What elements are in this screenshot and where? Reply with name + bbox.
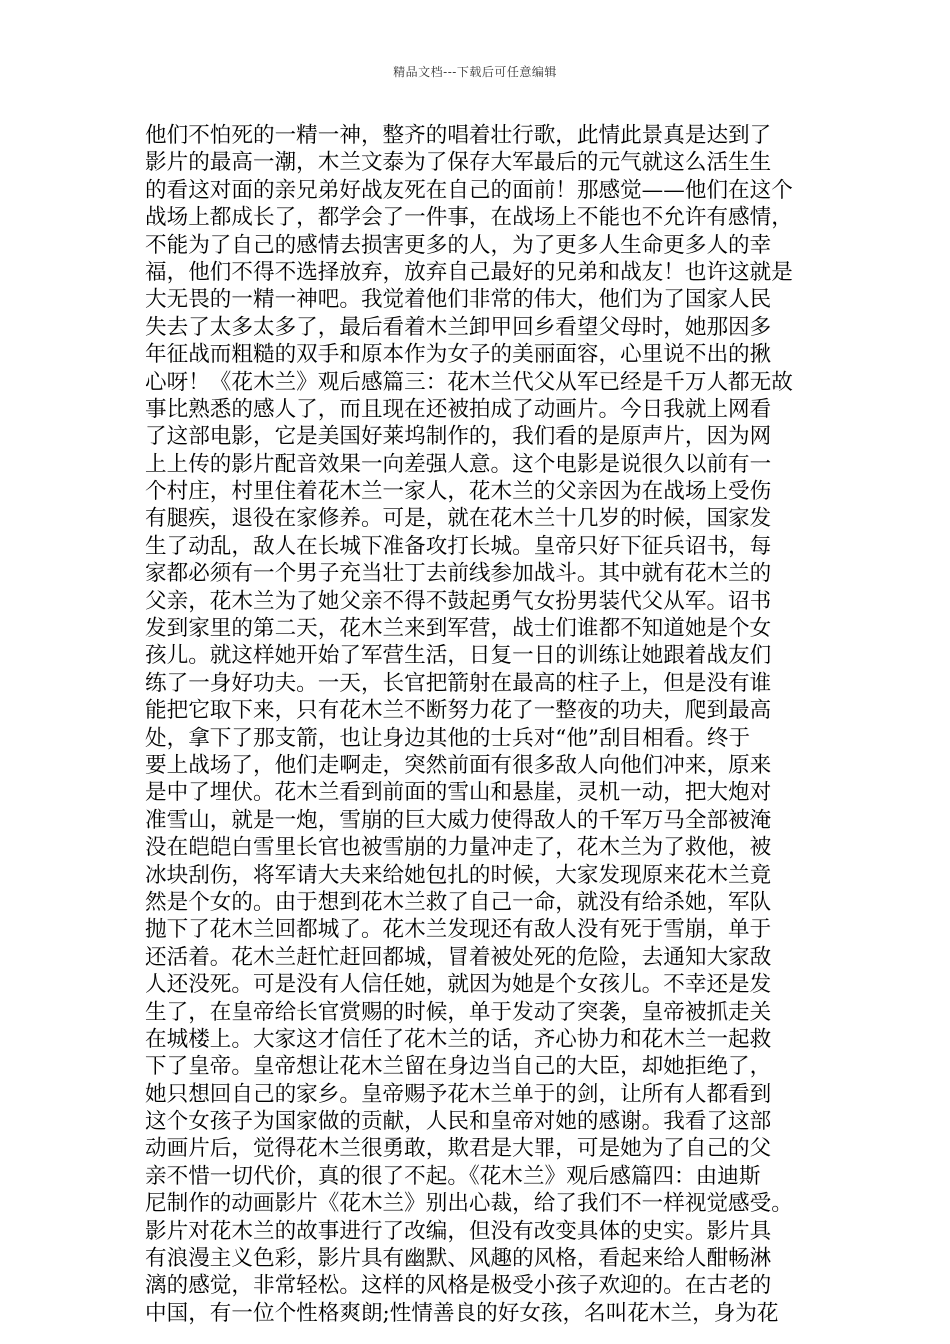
text-line: 不能为了自己的感情去损害更多的人，为了更多人生命更多人的幸 xyxy=(145,232,772,258)
text-line: 失去了太多太多了，最后看着木兰卸甲回乡看望父母时，她那因多 xyxy=(145,314,772,340)
text-line: 了这部电影，它是美国好莱坞制作的，我们看的是原声片，因为网 xyxy=(145,424,772,450)
text-line: 战场上都成长了，都学会了一件事，在战场上不能也不允许有感情， xyxy=(145,205,793,231)
text-line: 要上战场了，他们走啊走，突然前面有很多敌人向他们冲来，原来 xyxy=(145,752,772,778)
text-line: 孩儿。就这样她开始了军营生活，日复一日的训练让她跟着战友们 xyxy=(145,643,772,669)
text-line: 在城楼上。大家这才信任了花木兰的话，齐心协力和花木兰一起救 xyxy=(145,1026,772,1052)
text-line: 心呀！《花木兰》观后感篇三：花木兰代父从军已经是千万人都无故 xyxy=(145,369,793,395)
text-line: 影片对花木兰的故事进行了改编，但没有改变具体的史实。影片具 xyxy=(145,1218,772,1244)
text-line: 中国，有一位个性格爽朗;性情善良的好女孩，名叫花木兰，身为花 xyxy=(145,1300,779,1326)
text-line: 的看这对面的亲兄弟好战友死在自己的面前！那感觉——他们在这个 xyxy=(145,177,793,203)
text-line: 有腿疾，退役在家修养。可是，就在花木兰十几岁的时候，国家发 xyxy=(145,506,772,532)
body-text xyxy=(145,122,825,1327)
text-line: 亲不惜一切代价，真的很了不起。《花木兰》观后感篇四：由迪斯 xyxy=(145,1163,761,1189)
text-line: 漓的感觉，非常轻松。这样的风格是极受小孩子欢迎的。在古老的 xyxy=(145,1273,772,1299)
text-line: 抛下了花木兰回都城了。花木兰发现还有敌人没有死于雪崩，单于 xyxy=(145,917,772,943)
text-line: 下了皇帝。皇帝想让花木兰留在身边当自己的大臣，却她拒绝了， xyxy=(145,1054,772,1080)
text-line: 年征战而粗糙的双手和原本作为女子的美丽面容，心里说不出的揪 xyxy=(145,342,772,368)
text-line: 福，他们不得不选择放弃，放弃自己最好的兄弟和战友！也许这就是 xyxy=(145,259,793,285)
text-line: 家都必须有一个男子充当壮丁去前线参加战斗。其中就有花木兰的 xyxy=(145,561,772,587)
text-line: 准雪山，就是一炮，雪崩的巨大威力使得敌人的千军万马全部被淹 xyxy=(145,807,772,833)
text-line: 冰块刮伤，将军请大夫来给她包扎的时候，大家发现原来花木兰竟 xyxy=(145,862,772,888)
page-header: 精品文档---下载后可任意编辑 xyxy=(393,65,557,79)
text-line: 影片的最高一潮，木兰文泰为了保存大军最后的元气就这么活生生 xyxy=(145,150,772,176)
text-line: 还活着。花木兰赶忙赶回都城，冒着被处死的危险，去通知大家敌 xyxy=(145,944,772,970)
text-line: 尼制作的动画影片《花木兰》别出心裁，给了我们不一样视觉感受。 xyxy=(145,1191,793,1217)
text-line: 个村庄，村里住着花木兰一家人，花木兰的父亲因为在战场上受伤 xyxy=(145,479,772,505)
text-line: 然是个女的。由于想到花木兰救了自己一命，就没有给杀她，军队 xyxy=(145,889,772,915)
text-line: 生了，在皇帝给长官赏赐的时候，单于发动了突袭，皇帝被抓走关 xyxy=(145,999,772,1025)
text-line: 动画片后，觉得花木兰很勇敢，欺君是大罪，可是她为了自己的父 xyxy=(145,1136,772,1162)
text-line: 她只想回自己的家乡。皇帝赐予花木兰单于的剑，让所有人都看到 xyxy=(145,1081,772,1107)
text-line: 没在皑皑白雪里长官也被雪崩的力量冲走了，花木兰为了救他，被 xyxy=(145,835,772,861)
text-line: 能把它取下来，只有花木兰不断努力花了一整夜的功夫，爬到最高 xyxy=(145,698,772,724)
text-line: 处，拿下了那支箭，也让身边其他的士兵对“他”刮目相看。终于 xyxy=(145,725,751,751)
text-line: 是中了埋伏。花木兰看到前面的雪山和悬崖，灵机一动，把大炮对 xyxy=(145,780,772,806)
text-line: 这个女孩子为国家做的贡献，人民和皇帝对她的感谢。我看了这部 xyxy=(145,1109,772,1135)
text-line: 有浪漫主义色彩，影片具有幽默、风趣的风格，看起来给人酣畅淋 xyxy=(145,1246,772,1272)
text-line: 人还没死。可是没有人信任她，就因为她是个女孩儿。不幸还是发 xyxy=(145,972,772,998)
text-line: 事比熟悉的感人了，而且现在还被拍成了动画片。今日我就上网看 xyxy=(145,396,772,422)
text-line: 生了动乱，敌人在长城下准备攻打长城。皇帝只好下征兵诏书，每 xyxy=(145,533,772,559)
text-line: 发到家里的第二天，花木兰来到军营，战士们谁都不知道她是个女 xyxy=(145,616,772,642)
text-line: 练了一身好功夫。一天，长官把箭射在最高的柱子上，但是没有谁 xyxy=(145,670,772,696)
text-line: 大无畏的一精一神吧。我觉着他们非常的伟大，他们为了国家人民 xyxy=(145,287,772,313)
text-line: 父亲，花木兰为了她父亲不得不鼓起勇气女扮男装代父从军。诏书 xyxy=(145,588,772,614)
text-line: 他们不怕死的一精一神，整齐的唱着壮行歌，此情此景真是达到了 xyxy=(145,123,772,148)
text-line: 上上传的影片配音效果一向差强人意。这个电影是说很久以前有一 xyxy=(145,451,772,477)
